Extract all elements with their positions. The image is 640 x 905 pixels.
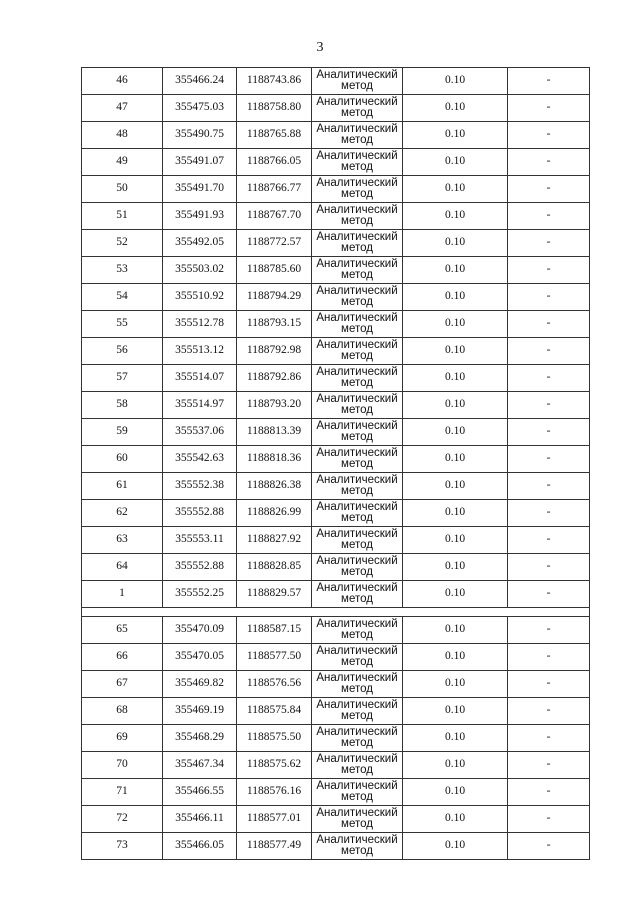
point-number: 49	[82, 149, 163, 176]
table-row	[82, 311, 590, 338]
accuracy: 0.10	[403, 698, 508, 725]
coordinate-y: 1188577.50	[237, 644, 312, 671]
point-number: 61	[82, 473, 163, 500]
description: -	[508, 617, 590, 644]
coordinate-y: 1188794.29	[237, 284, 312, 311]
description: -	[508, 176, 590, 203]
coordinate-x: 355537.06	[163, 419, 237, 446]
point-number: 1	[82, 581, 163, 608]
method: Аналитический метод	[312, 122, 403, 149]
table-row	[82, 725, 590, 752]
point-number: 67	[82, 671, 163, 698]
point-number: 54	[82, 284, 163, 311]
method: Аналитический метод	[312, 419, 403, 446]
coordinate-y: 1188765.88	[237, 122, 312, 149]
description: -	[508, 671, 590, 698]
method: Аналитический метод	[312, 284, 403, 311]
point-number: 68	[82, 698, 163, 725]
coordinate-y: 1188826.99	[237, 500, 312, 527]
accuracy: 0.10	[403, 176, 508, 203]
point-number: 62	[82, 500, 163, 527]
table-row	[82, 392, 590, 419]
table-row	[82, 833, 590, 860]
table-row	[82, 230, 590, 257]
point-number: 71	[82, 779, 163, 806]
point-number: 66	[82, 644, 163, 671]
description: -	[508, 500, 590, 527]
point-number: 72	[82, 806, 163, 833]
method: Аналитический метод	[312, 230, 403, 257]
method: Аналитический метод	[312, 257, 403, 284]
table-row	[82, 752, 590, 779]
method: Аналитический метод	[312, 95, 403, 122]
point-number: 48	[82, 122, 163, 149]
accuracy: 0.10	[403, 644, 508, 671]
description: -	[508, 122, 590, 149]
description: -	[508, 284, 590, 311]
point-number: 50	[82, 176, 163, 203]
description: -	[508, 392, 590, 419]
point-number: 58	[82, 392, 163, 419]
method: Аналитический метод	[312, 527, 403, 554]
point-number: 47	[82, 95, 163, 122]
accuracy: 0.10	[403, 554, 508, 581]
coordinate-x: 355552.25	[163, 581, 237, 608]
point-number: 63	[82, 527, 163, 554]
coordinate-y: 1188767.70	[237, 203, 312, 230]
coordinate-x: 355468.29	[163, 725, 237, 752]
accuracy: 0.10	[403, 500, 508, 527]
table-row	[82, 617, 590, 644]
description: -	[508, 419, 590, 446]
table-row	[82, 581, 590, 608]
method: Аналитический метод	[312, 338, 403, 365]
coordinate-y: 1188826.38	[237, 473, 312, 500]
coordinate-y: 1188766.05	[237, 149, 312, 176]
accuracy: 0.10	[403, 392, 508, 419]
description: -	[508, 311, 590, 338]
coordinate-x: 355466.05	[163, 833, 237, 860]
description: -	[508, 779, 590, 806]
accuracy: 0.10	[403, 122, 508, 149]
coordinate-x: 355466.24	[163, 68, 237, 95]
method: Аналитический метод	[312, 581, 403, 608]
coordinate-x: 355469.82	[163, 671, 237, 698]
coordinate-x: 355542.63	[163, 446, 237, 473]
method: Аналитический метод	[312, 554, 403, 581]
coordinate-x: 355466.11	[163, 806, 237, 833]
point-number: 70	[82, 752, 163, 779]
accuracy: 0.10	[403, 671, 508, 698]
coordinate-y: 1188827.92	[237, 527, 312, 554]
accuracy: 0.10	[403, 365, 508, 392]
description: -	[508, 698, 590, 725]
coordinate-x: 355467.34	[163, 752, 237, 779]
method: Аналитический метод	[312, 365, 403, 392]
page-number: 3	[316, 40, 324, 55]
accuracy: 0.10	[403, 527, 508, 554]
point-number: 60	[82, 446, 163, 473]
accuracy: 0.10	[403, 230, 508, 257]
accuracy: 0.10	[403, 149, 508, 176]
method: Аналитический метод	[312, 698, 403, 725]
coordinates-table	[81, 67, 590, 860]
coordinate-x: 355491.93	[163, 203, 237, 230]
coordinate-y: 1188576.56	[237, 671, 312, 698]
coordinate-x: 355552.88	[163, 500, 237, 527]
method: Аналитический метод	[312, 779, 403, 806]
method: Аналитический метод	[312, 149, 403, 176]
coordinate-x: 355470.05	[163, 644, 237, 671]
coordinate-y: 1188793.15	[237, 311, 312, 338]
description: -	[508, 581, 590, 608]
method: Аналитический метод	[312, 203, 403, 230]
table-row	[82, 203, 590, 230]
table-row	[82, 176, 590, 203]
accuracy: 0.10	[403, 725, 508, 752]
method: Аналитический метод	[312, 752, 403, 779]
accuracy: 0.10	[403, 68, 508, 95]
group-separator-row	[82, 608, 590, 617]
accuracy: 0.10	[403, 779, 508, 806]
table-row	[82, 446, 590, 473]
method: Аналитический метод	[312, 446, 403, 473]
coordinate-x: 355469.19	[163, 698, 237, 725]
coordinate-y: 1188766.77	[237, 176, 312, 203]
coordinate-y: 1188576.16	[237, 779, 312, 806]
coordinate-x: 355490.75	[163, 122, 237, 149]
table-row	[82, 473, 590, 500]
point-number: 57	[82, 365, 163, 392]
table-row	[82, 500, 590, 527]
coordinate-x: 355513.12	[163, 338, 237, 365]
coordinate-y: 1188828.85	[237, 554, 312, 581]
description: -	[508, 149, 590, 176]
method: Аналитический метод	[312, 392, 403, 419]
coordinate-y: 1188575.50	[237, 725, 312, 752]
method: Аналитический метод	[312, 725, 403, 752]
coordinate-x: 355466.55	[163, 779, 237, 806]
description: -	[508, 473, 590, 500]
coordinate-x: 355553.11	[163, 527, 237, 554]
description: -	[508, 806, 590, 833]
table-row	[82, 671, 590, 698]
coordinate-x: 355552.38	[163, 473, 237, 500]
coordinate-x: 355514.07	[163, 365, 237, 392]
table-row	[82, 284, 590, 311]
coordinate-x: 355512.78	[163, 311, 237, 338]
table-row	[82, 527, 590, 554]
accuracy: 0.10	[403, 338, 508, 365]
accuracy: 0.10	[403, 617, 508, 644]
coordinate-y: 1188758.80	[237, 95, 312, 122]
method: Аналитический метод	[312, 68, 403, 95]
description: -	[508, 644, 590, 671]
description: -	[508, 203, 590, 230]
coordinate-y: 1188792.98	[237, 338, 312, 365]
coordinate-y: 1188818.36	[237, 446, 312, 473]
coordinate-y: 1188813.39	[237, 419, 312, 446]
point-number: 64	[82, 554, 163, 581]
accuracy: 0.10	[403, 284, 508, 311]
coordinate-y: 1188829.57	[237, 581, 312, 608]
point-number: 55	[82, 311, 163, 338]
coordinate-x: 355475.03	[163, 95, 237, 122]
accuracy: 0.10	[403, 257, 508, 284]
description: -	[508, 554, 590, 581]
coordinate-y: 1188575.84	[237, 698, 312, 725]
point-number: 51	[82, 203, 163, 230]
coordinate-x: 355491.70	[163, 176, 237, 203]
table-row	[82, 149, 590, 176]
point-number: 73	[82, 833, 163, 860]
point-number: 65	[82, 617, 163, 644]
table-row	[82, 554, 590, 581]
table-row	[82, 698, 590, 725]
coordinate-y: 1188587.15	[237, 617, 312, 644]
description: -	[508, 446, 590, 473]
accuracy: 0.10	[403, 419, 508, 446]
table-row	[82, 365, 590, 392]
coordinate-x: 355552.88	[163, 554, 237, 581]
table-row	[82, 644, 590, 671]
accuracy: 0.10	[403, 752, 508, 779]
coordinates-table-body	[82, 68, 590, 860]
description: -	[508, 68, 590, 95]
coordinate-x: 355503.02	[163, 257, 237, 284]
description: -	[508, 95, 590, 122]
method: Аналитический метод	[312, 806, 403, 833]
table-row	[82, 338, 590, 365]
coordinate-x: 355492.05	[163, 230, 237, 257]
method: Аналитический метод	[312, 473, 403, 500]
description: -	[508, 257, 590, 284]
table-row	[82, 257, 590, 284]
method: Аналитический метод	[312, 311, 403, 338]
coordinate-x: 355491.07	[163, 149, 237, 176]
coordinate-y: 1188577.01	[237, 806, 312, 833]
coordinate-y: 1188743.86	[237, 68, 312, 95]
method: Аналитический метод	[312, 833, 403, 860]
accuracy: 0.10	[403, 581, 508, 608]
description: -	[508, 365, 590, 392]
coordinate-y: 1188785.60	[237, 257, 312, 284]
accuracy: 0.10	[403, 806, 508, 833]
table-row	[82, 95, 590, 122]
point-number: 46	[82, 68, 163, 95]
accuracy: 0.10	[403, 446, 508, 473]
table-row	[82, 419, 590, 446]
accuracy: 0.10	[403, 473, 508, 500]
coordinate-y: 1188577.49	[237, 833, 312, 860]
coordinate-y: 1188793.20	[237, 392, 312, 419]
method: Аналитический метод	[312, 644, 403, 671]
method: Аналитический метод	[312, 176, 403, 203]
accuracy: 0.10	[403, 95, 508, 122]
method: Аналитический метод	[312, 500, 403, 527]
coordinate-y: 1188772.57	[237, 230, 312, 257]
accuracy: 0.10	[403, 833, 508, 860]
point-number: 53	[82, 257, 163, 284]
description: -	[508, 833, 590, 860]
coordinate-x: 355510.92	[163, 284, 237, 311]
accuracy: 0.10	[403, 311, 508, 338]
point-number: 52	[82, 230, 163, 257]
accuracy: 0.10	[403, 203, 508, 230]
description: -	[508, 752, 590, 779]
point-number: 56	[82, 338, 163, 365]
table-row	[82, 122, 590, 149]
description: -	[508, 527, 590, 554]
description: -	[508, 230, 590, 257]
coordinate-x: 355514.97	[163, 392, 237, 419]
coordinate-y: 1188792.86	[237, 365, 312, 392]
coordinate-x: 355470.09	[163, 617, 237, 644]
description: -	[508, 725, 590, 752]
description: -	[508, 338, 590, 365]
group-separator	[82, 608, 590, 617]
table-row	[82, 68, 590, 95]
table-row	[82, 779, 590, 806]
method: Аналитический метод	[312, 671, 403, 698]
method: Аналитический метод	[312, 617, 403, 644]
coordinate-y: 1188575.62	[237, 752, 312, 779]
point-number: 59	[82, 419, 163, 446]
point-number: 69	[82, 725, 163, 752]
table-row	[82, 806, 590, 833]
